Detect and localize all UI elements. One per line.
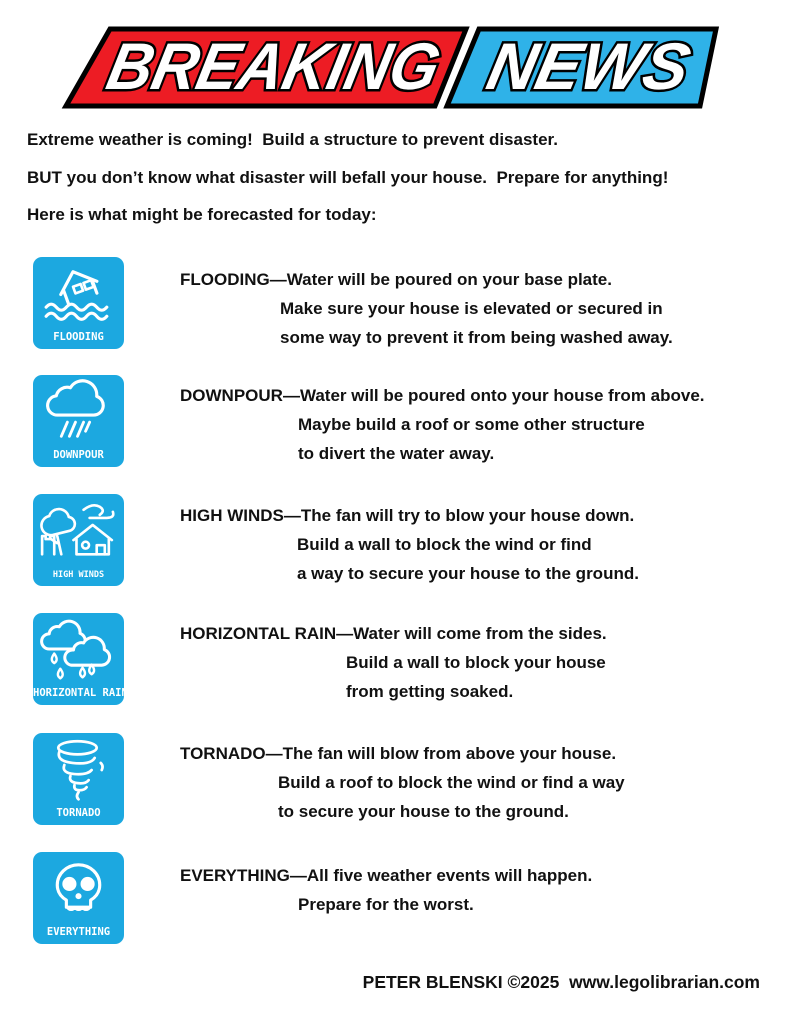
flooding-text	[180, 265, 673, 352]
wind-blown-house-icon	[33, 496, 124, 562]
intro-line-2: BUT you don’t know what disaster will befall your house. Prepare for anything!	[27, 167, 669, 187]
rain-cloud-icon	[33, 377, 124, 443]
flooding-line-1: FLOODING—Water will be poured on your base plate.	[180, 270, 612, 289]
tornado-line-1: TORNADO—The fan will blow from above your house.	[180, 744, 617, 763]
everything-text	[180, 861, 592, 919]
downpour-tile	[33, 375, 124, 467]
tornado-tile	[33, 733, 124, 825]
horizontal-rain-label: HORIZONTAL RAIN	[33, 687, 128, 699]
downpour-line-3: to divert the water away.	[298, 444, 495, 463]
high-winds-tile	[33, 494, 124, 586]
flooding-tile	[33, 257, 124, 349]
tornado-icon	[33, 735, 124, 801]
banner-breaking-text: BREAKING	[100, 30, 469, 104]
rain-clouds-icon	[33, 615, 124, 681]
intro-paragraphs	[27, 128, 668, 241]
horizontal-rain-tile	[33, 613, 128, 705]
flooding-label: FLOODING	[53, 331, 104, 343]
tornado-line-2: Build a roof to block the wind or find a way	[278, 773, 625, 792]
high-winds-label: HIGH WINDS	[52, 570, 105, 580]
tornado-line-3: to secure your house to the ground.	[278, 802, 569, 821]
footer-credit: PETER BLENSKI ©2025 www.legolibrarian.com	[362, 972, 760, 992]
everything-label: EVERYTHING	[46, 926, 111, 938]
high-winds-line-2: Build a wall to block the wind or find	[297, 535, 592, 554]
downpour-label: DOWNPOUR	[53, 449, 104, 461]
intro-line-3: Here is what might be forecasted for today:	[27, 205, 377, 224]
downpour-line-2: Maybe build a roof or some other structure	[298, 415, 645, 434]
intro-line-1: Extreme weather is coming! Build a structure to prevent disaster.	[27, 130, 558, 149]
everything-tile	[33, 852, 124, 944]
tornado-label: TORNADO	[56, 807, 101, 819]
flooding-line-2: Make sure your house is elevated or secured in	[280, 299, 663, 318]
flooding-line-3: some way to prevent it from being washed away.	[280, 328, 673, 347]
sinking-house-icon	[33, 259, 124, 325]
banner-news-text: NEWS	[480, 30, 695, 104]
breaking-news-banner	[60, 26, 724, 110]
high-winds-text	[180, 501, 639, 588]
horizontal-rain-text	[180, 619, 607, 706]
everything-line-1: EVERYTHING—All five weather events will happen.	[180, 866, 593, 885]
high-winds-line-3: a way to secure your house to the ground.	[297, 564, 639, 583]
high-winds-line-1: HIGH WINDS—The fan will try to blow your house down.	[180, 506, 635, 525]
downpour-line-1: DOWNPOUR—Water will be poured onto your house from above.	[180, 386, 705, 405]
tornado-text	[180, 739, 625, 826]
skull-icon	[33, 854, 124, 920]
horizontal-rain-line-1: HORIZONTAL RAIN—Water will come from the sides.	[180, 624, 607, 643]
horizontal-rain-line-3: from getting soaked.	[346, 682, 514, 701]
downpour-text	[180, 381, 705, 468]
horizontal-rain-line-2: Build a wall to block your house	[346, 653, 606, 672]
everything-line-2: Prepare for the worst.	[298, 895, 474, 914]
